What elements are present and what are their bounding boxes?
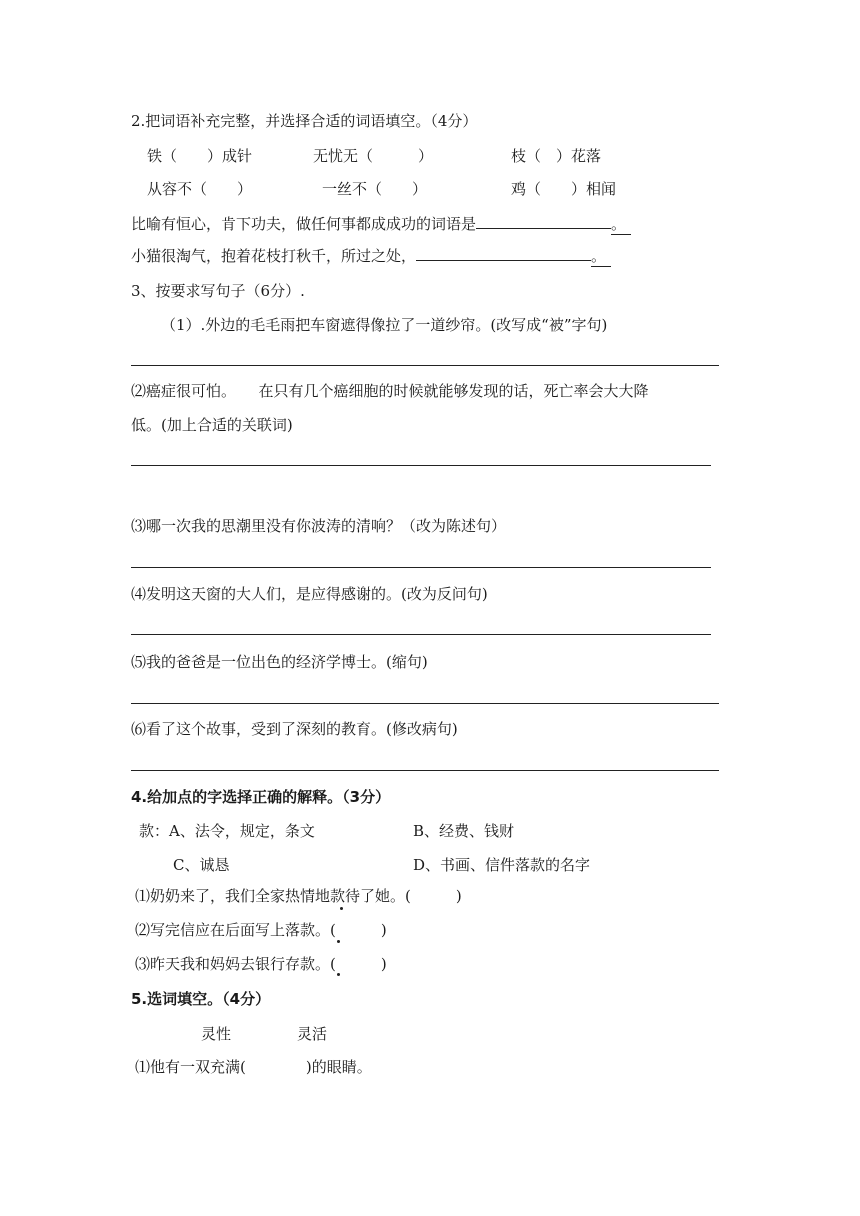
- q2-sentence1-blank[interactable]: [476, 214, 611, 229]
- q3-answer-line-3[interactable]: [131, 567, 711, 568]
- q2-row2-item3: 鸡（ ）相闻: [511, 180, 617, 198]
- q2-row1-item2: 无忧无（ ）: [313, 147, 434, 165]
- q4-option-c: C、诚恳: [173, 856, 230, 874]
- q2-sentence1-end: 。: [611, 214, 631, 235]
- q3-item-5: ⑸我的爸爸是一位出色的经济学博士。(缩句): [131, 653, 428, 671]
- q5-item-1: ⑴他有一双充满( )的眼睛。: [135, 1058, 372, 1076]
- q3-answer-line-2[interactable]: [131, 465, 711, 466]
- q3-answer-line-1[interactable]: [131, 365, 719, 366]
- q5-word-2: 灵活: [297, 1025, 328, 1043]
- q3-title: 3、按要求写句子（6分）.: [131, 282, 305, 300]
- q2-row1-item3: 枝（ ）花落: [511, 147, 602, 165]
- emphasis-dot-3: [337, 973, 340, 976]
- emphasis-dot-2: [337, 940, 340, 943]
- q3-answer-line-5[interactable]: [131, 703, 719, 704]
- q2-sentence1-text: 比喻有恒心，肯下功夫，做任何事都成成功的词语是: [131, 215, 477, 233]
- q5-word-1: 灵性: [201, 1025, 232, 1043]
- q4-option-d: D、书画、信件落款的名字: [413, 856, 591, 874]
- q2-sentence2-text: 小猫很淘气，抱着花枝打秋千，所过之处，: [131, 247, 417, 265]
- q3-item-4: ⑷发明这天窗的大人们，是应得感谢的。(改为反问句): [131, 585, 488, 603]
- q2-row1-item1: 铁（ ）成针: [147, 147, 253, 165]
- q2-sentence2-end: 。: [591, 246, 611, 267]
- q3-item-2-cont: 低。(加上合适的关联词): [131, 416, 293, 434]
- q2-row2-item2: 一丝不（ ）: [322, 180, 428, 198]
- q4-option-b: B、经费、钱财: [413, 822, 515, 840]
- q5-title: 5.选词填空。（4分）: [131, 990, 271, 1008]
- q2-sentence2: [131, 246, 611, 267]
- q3-item-6: ⑹看了这个故事，受到了深刻的教育。(修改病句): [131, 720, 458, 738]
- q4-title: 4.给加点的字选择正确的解释。（3分）: [131, 788, 391, 806]
- emphasis-dot-1: [340, 907, 343, 910]
- q4-item-1: ⑴奶奶来了，我们全家热情地款待了她。( ): [135, 887, 462, 905]
- q4-item-2: ⑵写完信应在后面写上落款。( ): [135, 921, 387, 939]
- q3-item-3: ⑶哪一次我的思潮里没有你波涛的清响？（改为陈述句）: [131, 517, 507, 535]
- q3-item-2: ⑵癌症很可怕。 在只有几个癌细胞的时候就能够发现的话，死亡率会大大降: [131, 382, 649, 400]
- q2-sentence1: [131, 214, 631, 235]
- q2-sentence2-blank[interactable]: [416, 246, 591, 261]
- q4-item-3: ⑶昨天我和妈妈去银行存款。( ): [135, 955, 387, 973]
- q4-option-a: 款：A、法令，规定，条文: [139, 822, 315, 840]
- q3-answer-line-6[interactable]: [131, 770, 719, 771]
- q2-title: 2.把词语补充完整，并选择合适的词语填空。（4分）: [131, 112, 478, 130]
- q3-item-1: （1）.外边的毛毛雨把车窗遮得像拉了一道纱帘。(改写成“被”字句): [161, 316, 608, 334]
- q2-row2-item1: 从容不（ ）: [147, 180, 253, 198]
- q3-answer-line-4[interactable]: [131, 634, 711, 635]
